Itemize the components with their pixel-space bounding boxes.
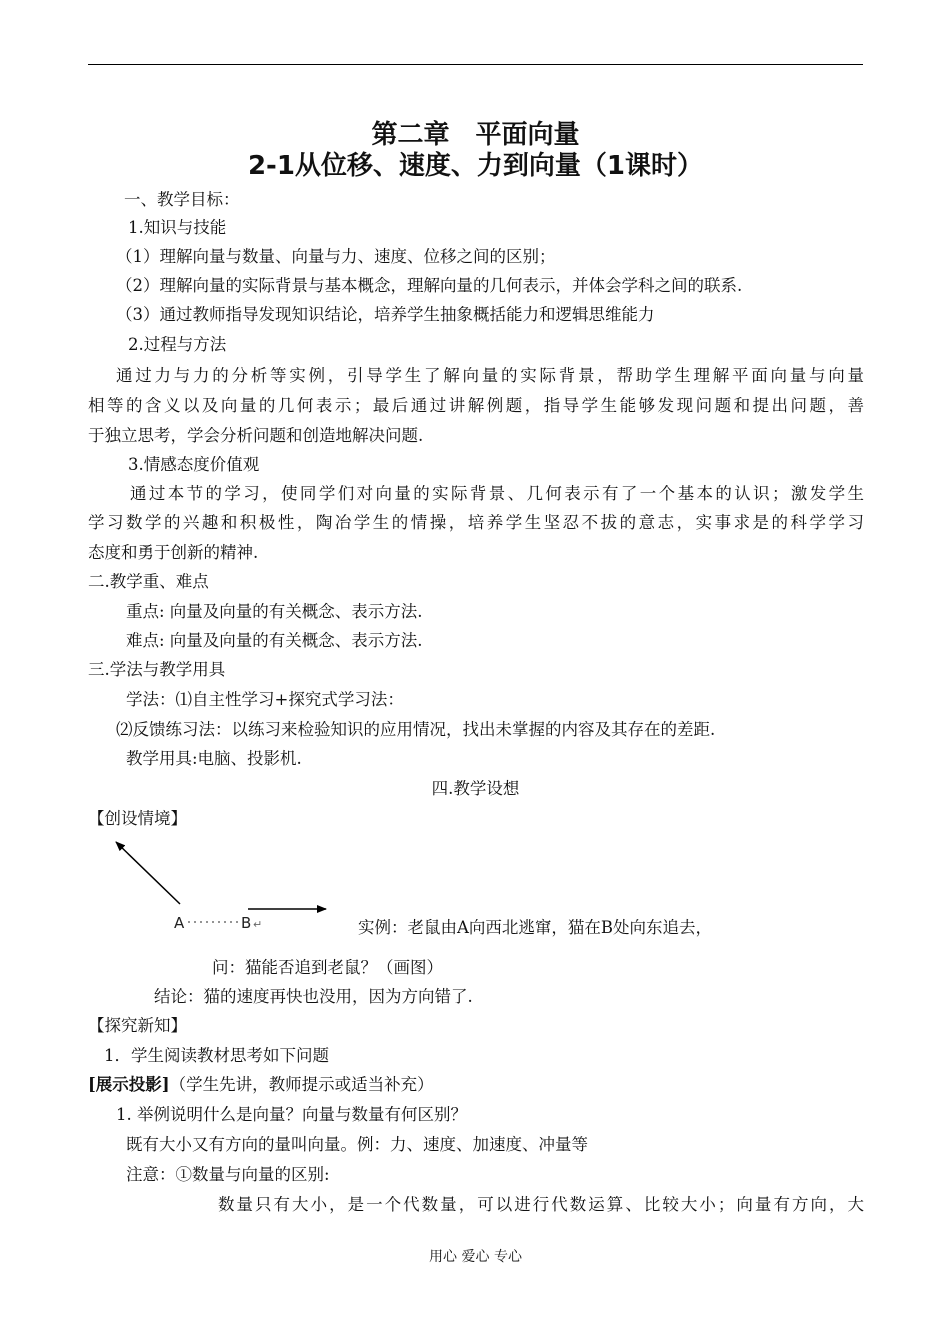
objectives-heading: 一、教学目标：	[124, 190, 240, 209]
scenario-heading: 【创设情境】	[88, 809, 187, 828]
methods-heading: 三.学法与教学用具	[88, 660, 226, 679]
method-2: ⑵反馈练习法：以练习来检验知识的应用情况，找出未掌握的内容及其存在的差距.	[116, 720, 716, 739]
process-line: 通过力与力的分析等实例，引导学生了解向量的实际背景，帮助学生理解平面向量与向量	[116, 366, 864, 385]
chapter-title: 第二章 平面向量	[371, 120, 580, 150]
question-text: 问：猫能否追到老鼠？（画图）	[212, 958, 443, 977]
emotion-line: 态度和勇于创新的精神.	[88, 543, 259, 562]
teaching-tools: 教学用具:电脑、投影机.	[126, 749, 302, 768]
explore-item-1: 1．学生阅读教材思考如下问题	[104, 1046, 329, 1065]
return-mark-icon: ↵	[253, 918, 263, 931]
knowledge-item-1: （1）理解向量与数量、向量与力、速度、位移之间的区别；	[116, 247, 556, 266]
process-heading: 2.过程与方法	[128, 335, 227, 354]
northwest-arrow	[116, 842, 180, 904]
emotion-line: 学习数学的兴趣和积极性，陶冶学生的情操，培养学生坚忍不拔的意志，实事求是的科学学习	[88, 513, 864, 532]
conclusion-text: 结论：猫的速度再快也没用，因为方向错了.	[154, 987, 473, 1006]
question-1: 1. 举例说明什么是向量？向量与数量有何区别？	[116, 1105, 467, 1124]
page-footer: 用心 爱心 专心	[429, 1249, 522, 1265]
knowledge-item-2: （2）理解向量的实际背景与基本概念，理解向量的几何表示，并体会学科之间的联系.	[116, 276, 743, 295]
projection-line	[88, 1075, 434, 1095]
projection-label: [展示投影]	[88, 1075, 170, 1094]
note-text: 注意：①数量与向量的区别:	[126, 1165, 330, 1184]
keypoints-heading: 二.教学重、难点	[88, 572, 209, 591]
knowledge-item-3: （3）通过教师指导发现知识结论，培养学生抽象概括能力和逻辑思维能力	[116, 305, 655, 324]
note-body: 数量只有大小，是一个代数量，可以进行代数运算、比较大小；向量有方向，大	[218, 1195, 864, 1214]
process-line: 相等的含义以及向量的几何表示；最后通过讲解例题，指导学生能够发现问题和提出问题，善	[88, 396, 864, 415]
point-b-label: B	[241, 914, 252, 932]
vector-figure	[100, 834, 340, 944]
explore-heading: 【探究新知】	[88, 1016, 187, 1035]
process-line: 于独立思考，学会分析问题和创造地解决问题.	[88, 426, 424, 445]
difficulty-text: 难点: 向量及向量的有关概念、表示方法.	[126, 631, 423, 650]
emotion-heading: 3.情感态度价值观	[128, 455, 260, 474]
knowledge-heading: 1.知识与技能	[128, 218, 227, 237]
example-text: 实例：老鼠由A向西北逃窜，猫在B处向东追去，	[358, 918, 713, 937]
point-a-label: A	[174, 914, 185, 932]
keypoint-text: 重点: 向量及向量的有关概念、表示方法.	[126, 602, 423, 621]
lesson-title: 2-1从位移、速度、力到向量（1课时）	[247, 151, 704, 181]
emotion-line: 通过本节的学习，使同学们对向量的实际背景、几何表示有了一个基本的认识；激发学生	[130, 484, 864, 503]
header-rule	[88, 64, 863, 65]
answer-1: 既有大小又有方向的量叫向量。例：力、速度、加速度、冲量等	[126, 1135, 588, 1154]
method-1: 学法：⑴自主性学习+探究式学习法：	[126, 690, 404, 709]
projection-note: （学生先讲，教师提示或适当补充）	[169, 1075, 434, 1094]
design-heading: 四.教学设想	[431, 779, 520, 798]
